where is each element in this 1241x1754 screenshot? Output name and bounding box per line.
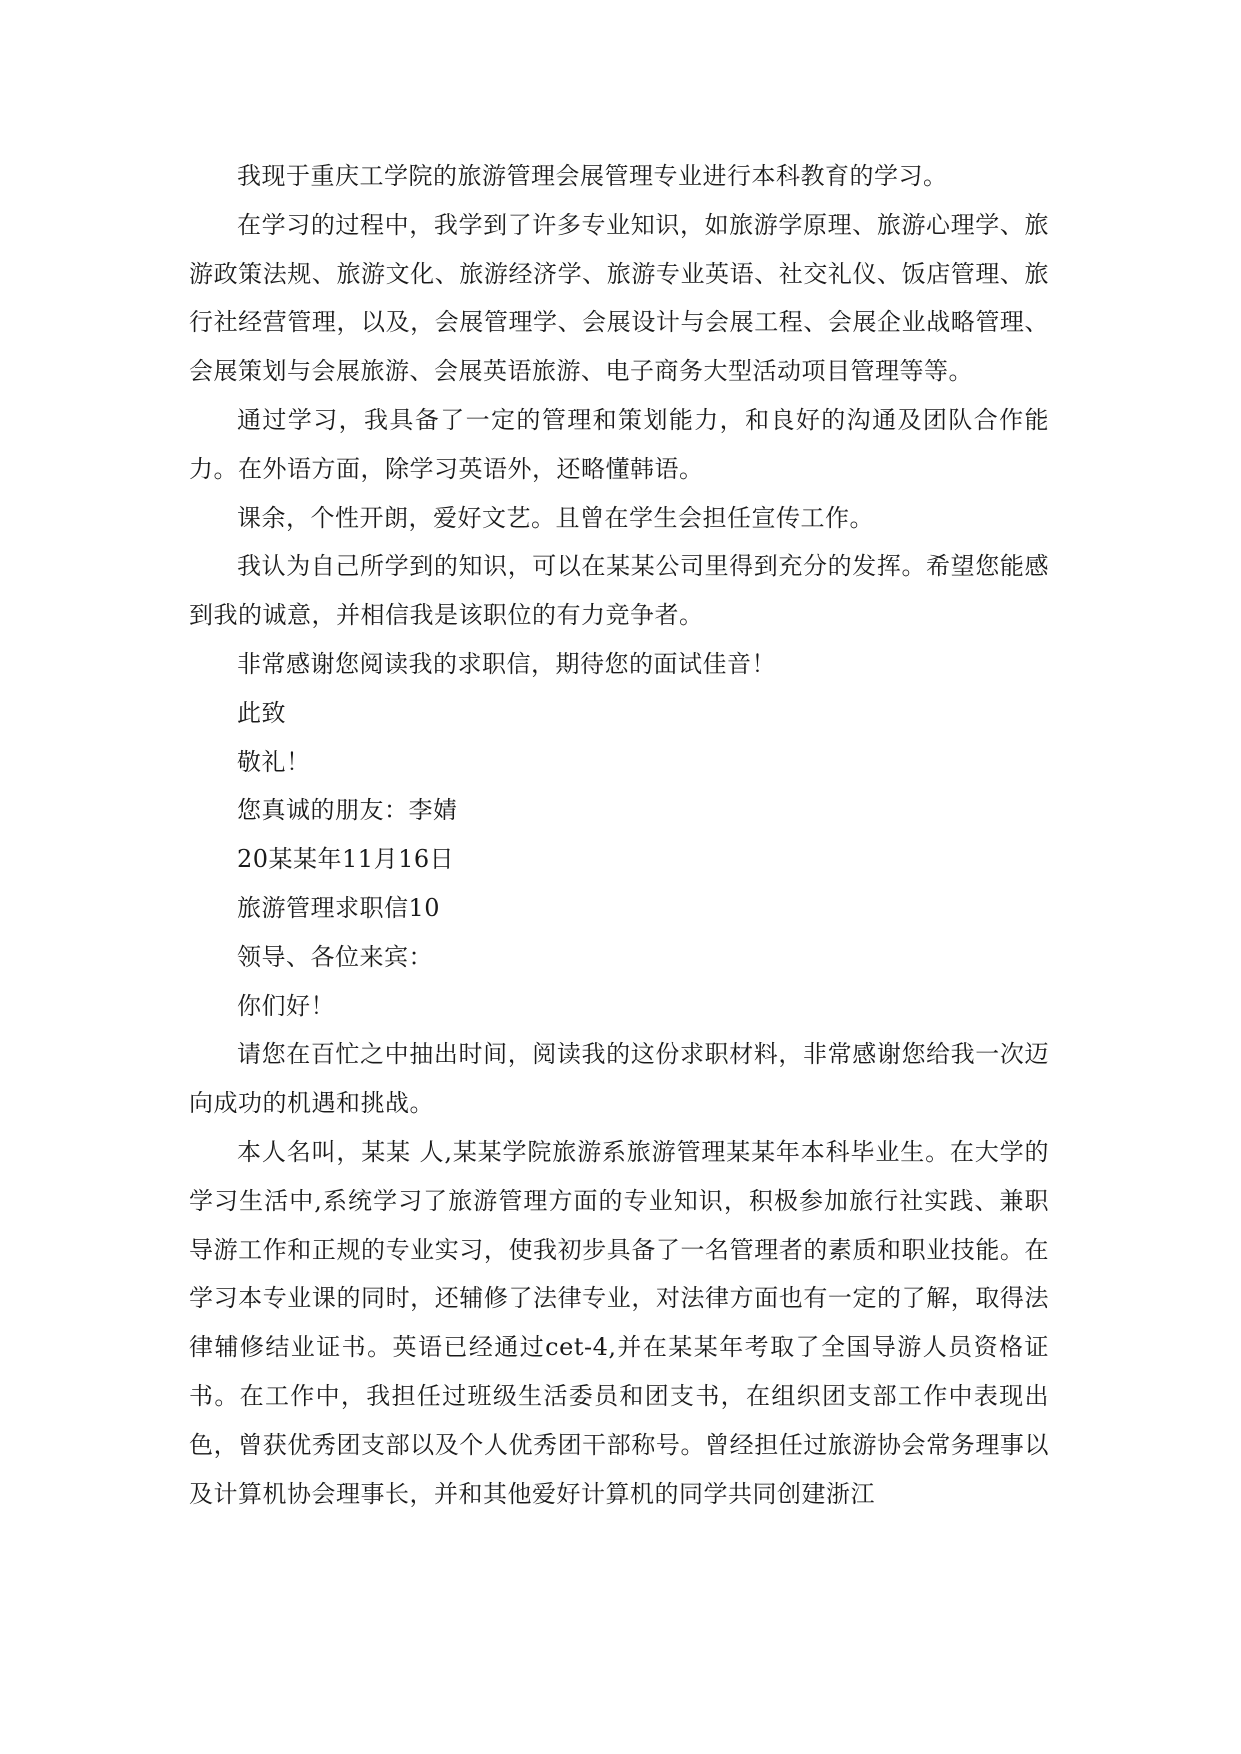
closing-respect: 敬礼！ <box>237 747 311 776</box>
paragraph: 课余，个性开朗，爱好文艺。且曾在学生会担任宣传工作。 <box>237 503 874 532</box>
paragraph: 通过学习，我具备了一定的管理和策划能力，和良好的沟通及团队合作能力。在外语方面，除学习英语外，还略懂韩语。 <box>189 405 1049 483</box>
greeting-recipients: 领导、各位来宾： <box>237 942 433 971</box>
closing-salutation: 此致 <box>237 698 286 727</box>
signature: 您真诚的朋友：李婧 <box>237 796 458 825</box>
greeting: 你们好！ <box>237 991 335 1020</box>
paragraph: 请您在百忙之中抽出时间，阅读我的这份求职材料，非常感谢您给我一次迈向成功的机遇和挑战。 <box>189 1040 1049 1118</box>
letter-date: 20某某年11月16日 <box>237 845 455 874</box>
paragraph: 我现于重庆工学院的旅游管理会展管理专业进行本科教育的学习。 <box>237 162 948 190</box>
paragraph: 在学习的过程中，我学到了许多专业知识，如旅游学原理、旅游心理学、旅游政策法规、旅游文化、旅游经济学、旅游专业英语、社交礼仪、饭店管理、旅行社经营管理，以及，会展管理学、会展设计与会展工程、会展企业战略管理、会展策划与会展旅游、会展英语旅游、电子商务大型活动项目管理等等。 <box>189 210 1049 386</box>
section-title: 旅游管理求职信10 <box>237 893 441 922</box>
paragraph: 本人名叫，某某 人,某某学院旅游系旅游管理某某年本科毕业生。在大学的学习生活中,系统学习了旅游管理方面的专业知识，积极参加旅行社实践、兼职导游工作和正规的专业实习，使我初步具备了一名管理者的素质和职业技能。在学习本专业课的同时，还辅修了法律专业，对法律方面也有一定的了解，取得法律辅修结业证书。英语已经通过cet-4,并在某某年考取了全国导游人员资格证书。在工作中，我担任过班级生活委员和团支书，在组织团支部工作中表现出色，曾获优秀团支部以及个人优秀团干部称号。曾经担任过旅游协会常务理事以及计算机协会理事长，并和其他爱好计算机的同学共同创建浙江 <box>189 1137 1049 1508</box>
paragraph: 非常感谢您阅读我的求职信，期待您的面试佳音！ <box>237 649 776 678</box>
paragraph: 我认为自己所学到的知识，可以在某某公司里得到充分的发挥。希望您能感到我的诚意，并相信我是该职位的有力竞争者。 <box>189 552 1049 630</box>
letter-body <box>189 152 1049 1518</box>
